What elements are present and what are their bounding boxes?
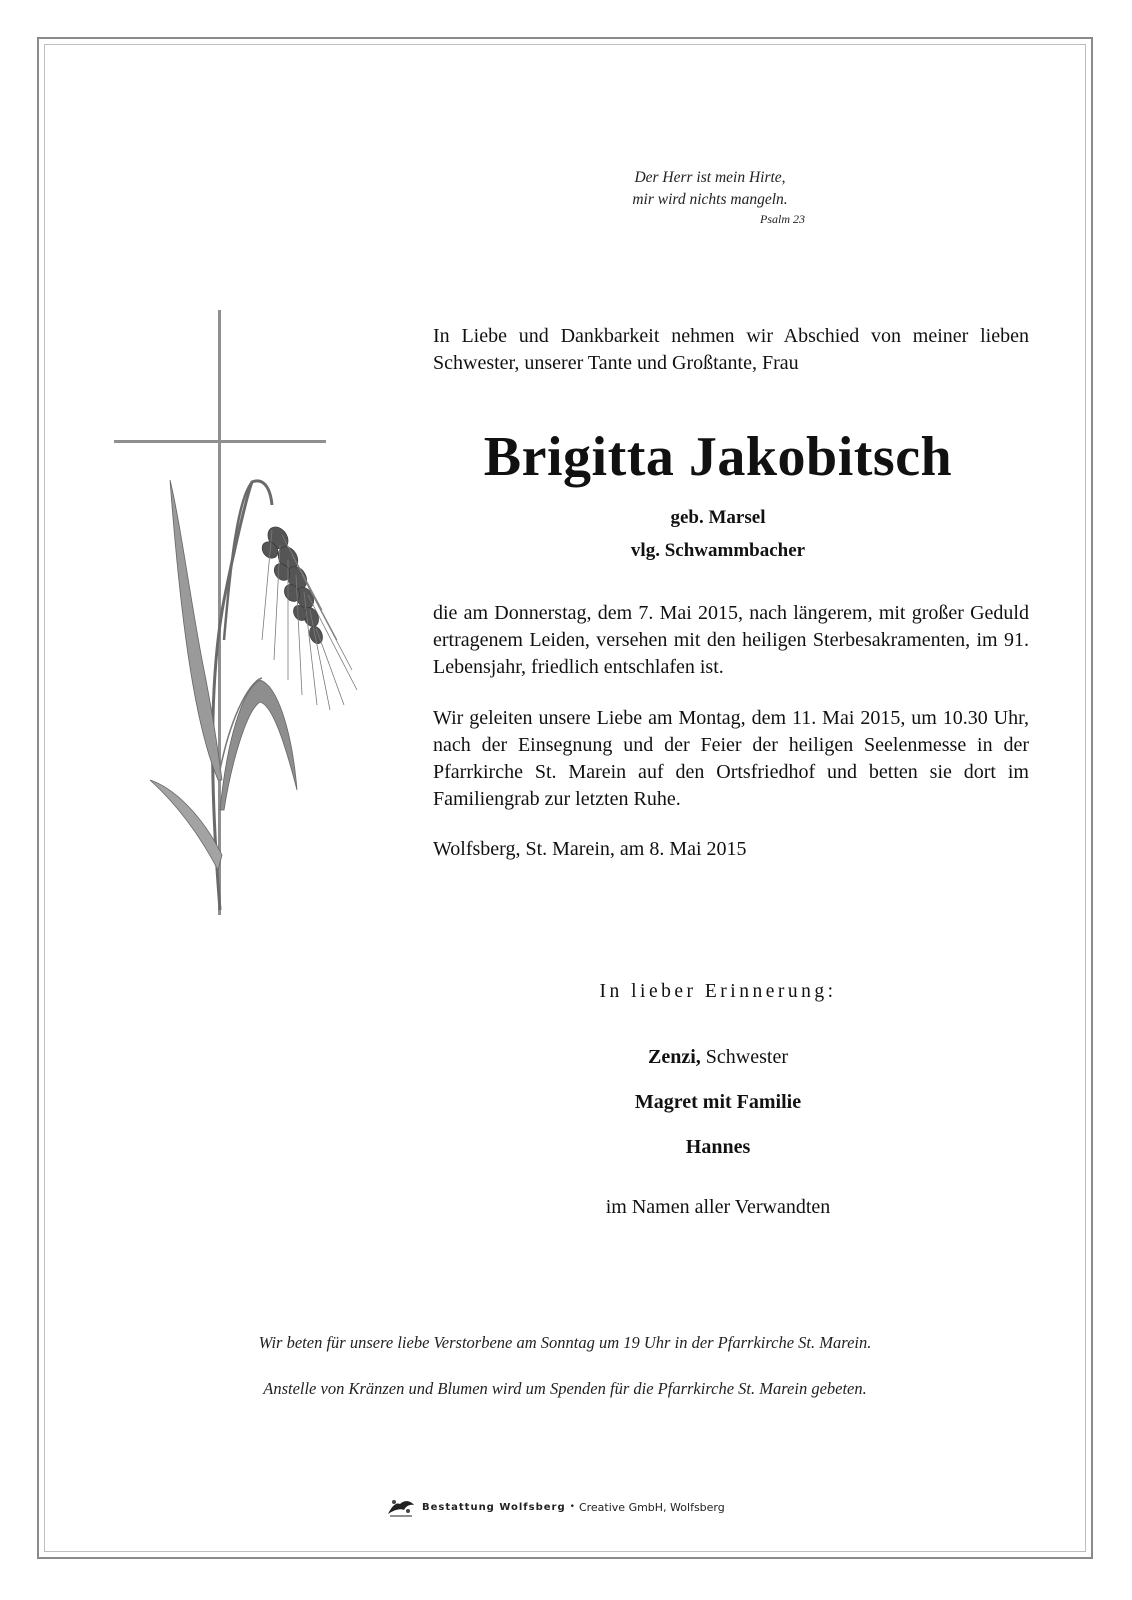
cross-with-wheat-icon [112, 310, 372, 920]
mourner-relation: Schwester [705, 1046, 788, 1068]
memory-closing: im Namen aller Verwandten [605, 1196, 831, 1218]
prayer-note: Wir beten für unsere liebe Verstorbene am Sonntag um 19 Uhr in der Pfarrkirche St. Marein. [258, 1333, 872, 1352]
motto-line-1: Der Herr ist mein Hirte, [634, 169, 786, 186]
place-date: Wolfsberg, St. Marein, am 8. Mai 2015 [433, 838, 747, 860]
funeral-home-logo-icon [386, 1496, 416, 1518]
mourner-item: Magret mit Familie [634, 1091, 802, 1113]
footer [386, 1494, 725, 1520]
motto-line-2: mir wird nichts mangeln. [632, 191, 788, 208]
intro-text: In Liebe und Dankbarkeit nehmen wir Abschied von meiner lieben Schwester, unserer Tante und Großtante, Frau [433, 325, 1029, 374]
footer-company: Creative GmbH, Wolfsberg [578, 1500, 725, 1514]
motto-source: Psalm 23 [760, 212, 805, 226]
maiden-name: geb. Marsel [670, 507, 766, 528]
footer-brand: Bestattung Wolfsberg [422, 1501, 566, 1513]
memory-heading: In lieber Erinnerung: [599, 981, 837, 1002]
wheat-icon [150, 480, 357, 910]
funeral-paragraph: Wir geleiten unsere Liebe am Montag, dem 11. Mai 2015, um 10.30 Uhr, nach der Einsegnung und der Feier der heiligen Seelenmesse in der Pfarrkirche St. Marein auf den Ortsfriedhof und betten sie dort im Familiengrab zur letzten Ruhe. [433, 707, 1029, 810]
bible-motto [560, 167, 860, 227]
mourner-item [420, 1044, 1016, 1071]
death-paragraph: die am Donnerstag, dem 7. Mai 2015, nach längerem, mit großer Geduld ertragenem Leiden, versehen mit den heiligen Sterbesakramenten, im 91. Lebensjahr, friedlich entschlafen ist. [433, 602, 1029, 678]
mourner-item: Hannes [685, 1136, 751, 1158]
house-name: vlg. Schwammbacher [630, 540, 806, 561]
donation-note: Anstelle von Kränzen und Blumen wird um Spenden für die Pfarrkirche St. Marein gebeten. [263, 1379, 867, 1398]
mourner-name: Zenzi, [648, 1046, 701, 1068]
footer-separator: • [569, 1502, 575, 1512]
deceased-name: Brigitta Jakobitsch [483, 426, 953, 488]
